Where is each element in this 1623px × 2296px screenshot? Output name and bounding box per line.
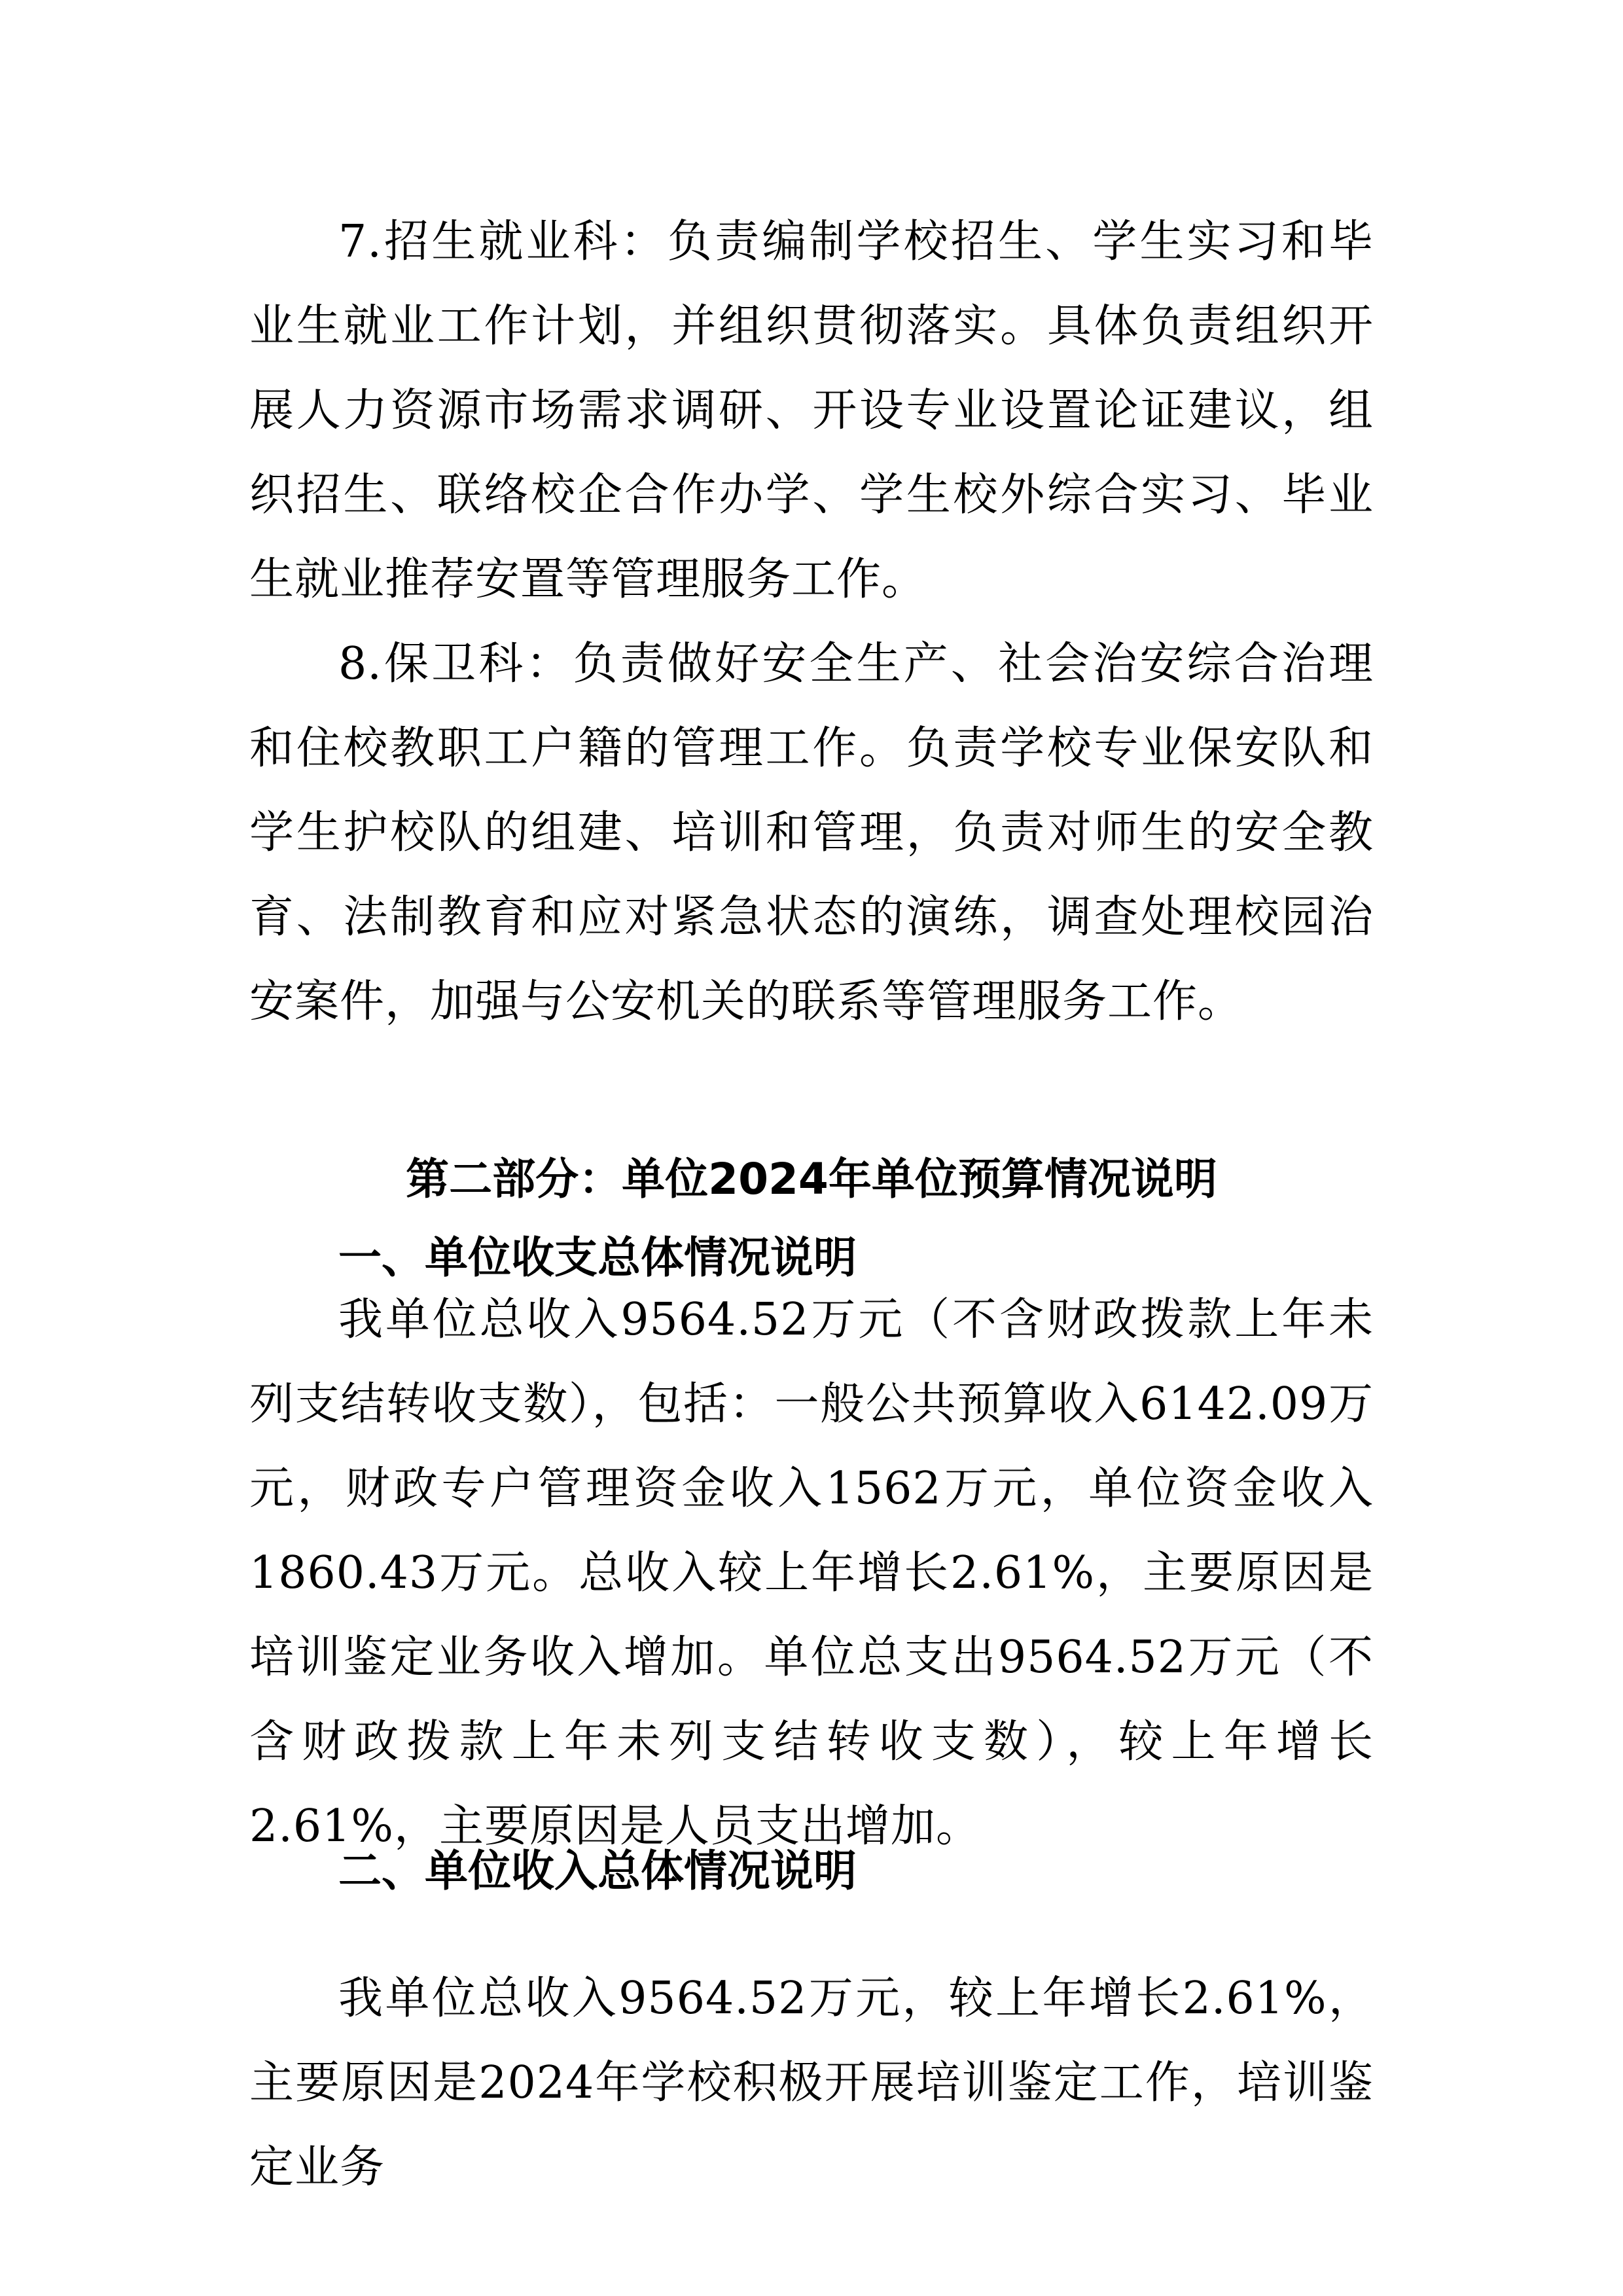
paragraph-income-expense: 我单位总收入9564.52万元（不含财政拨款上年未列支结转收支数），包括：一般公共预算收入6142.09万元，财政专户管理资金收入1562万元，单位资金收入1860.43万元。总收入较上年增长2.61%，主要原因是培训鉴定业务收入增加。单位总支出9564.52万元（不含财政拨款上年未列支结转收支数），较上年增长2.61%，主要原因是人员支出增加。 — [249, 1294, 1374, 1852]
section-heading-income-expense: 一、单位收支总体情况说明 — [338, 1232, 857, 1283]
paragraph-recruitment-office: 7.招生就业科：负责编制学校招生、学生实习和毕业生就业工作计划，并组织贯彻落实。具体负责组织开展人力资源市场需求调研、开设专业设置论证建议，组织招生、联络校企合作办学、学生校外综合实习、毕业生就业推荐安置等管理服务工作。 — [249, 216, 1374, 605]
part-two-title: 第二部分：单位2024年单位预算情况说明 — [406, 1154, 1217, 1204]
section-heading-income: 二、单位收入总体情况说明 — [338, 1846, 857, 1896]
paragraph-security-office: 8.保卫科：负责做好安全生产、社会治安综合治理和住校教职工户籍的管理工作。负责学校专业保安队和学生护校队的组建、培训和管理，负责对师生的安全教育、法制教育和应对紧急状态的演练，调查处理校园治安案件，加强与公安机关的联系等管理服务工作。 — [249, 638, 1374, 1028]
paragraph-income: 我单位总收入9564.52万元，较上年增长2.61%，主要原因是2024年学校积极开展培训鉴定工作，培训鉴定业务 — [249, 1973, 1374, 2193]
